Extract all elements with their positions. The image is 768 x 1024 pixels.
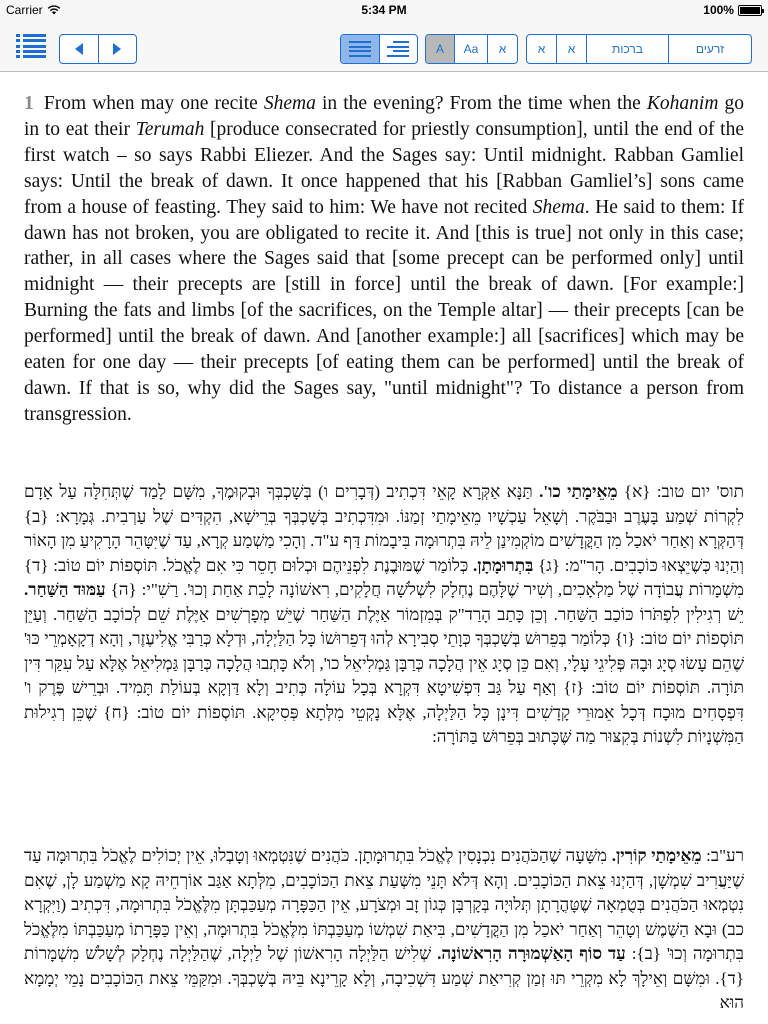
wifi-icon xyxy=(47,5,61,15)
prev-button[interactable] xyxy=(60,35,99,63)
toolbar xyxy=(0,20,768,72)
font-small-button[interactable]: A xyxy=(426,35,455,63)
carrier-label: Carrier xyxy=(6,3,43,17)
tab-brachot[interactable]: ברכות xyxy=(587,35,669,63)
table-of-contents-button[interactable] xyxy=(16,34,46,58)
font-segment xyxy=(425,34,518,64)
content-area[interactable] xyxy=(0,73,768,1024)
status-left xyxy=(6,3,206,17)
font-large-button[interactable]: Aa xyxy=(455,35,488,63)
tab-aleph-2[interactable]: א xyxy=(557,35,587,63)
status-right xyxy=(562,3,762,17)
tab-zeraim[interactable]: זרעים xyxy=(695,42,725,56)
align-indent-icon xyxy=(387,41,409,57)
layout-justified-button[interactable] xyxy=(341,35,380,63)
layout-indent-button[interactable] xyxy=(380,35,418,63)
mishnah-text: From when may one recite Shema in the evening? From the time when the Kohanim go in to eat their Terumah [produce consecrated for priestly consumption], until the end of the first watch – so says Rabbi Eliezer. And the Sages say: Until midnight. Rabban Gamliel says: Until the break of dawn. It once happened that his [Rabban Gamliel’s] sons came from a house of feasting. They said to him: We have not recited Shema. He said to them: If dawn has not broken, you are obligated to recite it. And [this is true] not only in this case; rather, in all cases where the Sages said that [some precept can be performed only] until midnight — their precepts are [still in force] until the break of dawn. [For example:] Burning the fats and limbs [of the sacrifices, on the Temple altar] — their precepts [can be performed] until the break of dawn. And [another example:] all [sacrifices] which may be eaten for one day — their precepts [of eating them can be performed] until the break of dawn. If that is so, why did the Sages say, "until midnight"? To distance a person from transgression. xyxy=(24,93,745,425)
layout-segment xyxy=(340,34,418,64)
align-justify-icon xyxy=(349,41,371,57)
battery-percent: 100% xyxy=(703,3,734,17)
battery-icon xyxy=(738,5,762,16)
bartenura-commentary: רע"ב: מֵאֵימָתַי קוֹרִין. מִשָּׁעָה שֶׁהַכֹּהֲנִים נִכְנָסִין לֶאֱכֹל בִּתְרוּמָתָן. כֹּהֲנִים שֶׁנִּטְמְאוּ וְטָבְלוּ, אֵין יְכוֹלִים לֶאֱכֹל בִּתְרוּמָה עַד שֶׁיַּעֲרִיב שִׁמְשָׁן, דְּהַיְנוּ צֵאת הַכּוֹכָבִים. וְהָא דְּלֹא תָּנֵי מִשְּׁעַת צֵאת הַכּוֹכָבִים, מִלְּתָא אַגַּב אוֹרְחֵיהּ קָא מַשְׁמַע לָן, שֶׁאִם נִטְמְאוּ הַכֹּהֲנִים בְּטֻמְאָה שֶׁטָּהֳרָתָן תְּלוּיָה בְּקָרְבָּן כְּגוֹן זָב וּמְצֹרָע, אֵין הַכַּפָּרָה מְעַכַּבְתָּן מִלֶּאֱכֹל בִּתְרוּמָה, דִּכְתִיב (וַיִּקְרָא כב) וּבָא הַשֶּׁמֶשׁ וְטָהֵר וְאַחַר יֹאכַל מִן הַקֳּדָשִׁים, בִּיאַת שִׁמְשׁוֹ מְעַכַּבְתּוֹ מִלֶּאֱכֹל בִּתְרוּמָה, וְאֵין כַּפָּרָתוֹ מְעַכַּבְתּוֹ מִלֶּאֱכֹל בִּתְרוּמָה וְכוּ' {ב}: עַד סוֹף הָאַשְׁמוּרָה הָרִאשׁוֹנָה. שְׁלִישׁ הַלַּיְלָה הָרִאשׁוֹן שֶׁל לַיְלָה, שֶׁהַלַּיְלָה נֶחְלָק לְשָׁלֹשׁ מִשְׁמָרוֹת {ד}. וּמִשָּׁם וְאֵילָךְ לָא מִקְרֵי תּוּ זְמַן קְרִיאַת שְׁמַע דִּשְׁכִיבָה, וְלָא קָרֵינָא בֵּיהּ בְּשָׁכְבְּךָ. וּמִקַּמֵּי צֵאת הַכּוֹכָבִים נָמֵי יְמָמָא הוּא xyxy=(24,846,745,1012)
tosafot-commentary: תוס' יום טוב: {א} מֵאֵימָתַי כו'. תַּנָּא אַקְּרָא קָאֵי דִּכְתִיב (דְּבָרִים ו) בְּשָׁכְבְּךָ וּבְקוּמֶךָ, מִשָּׁם לָמַד שֶׁתְּחִלָּה עַל אָדָם לִקְרוֹת שְׁמַע בָּעֶרֶב וּבַבֹּקֶר. וְשָׁאֵל עַכְשָׁיו מֵאֵימָתַי זְמַנּוֹ. וּמִדִּכְתִיב בְּשָׁכְבְּךָ בְּרֵישָׁא, הִקְדִּים שֶׁל עַרְבִית. גְּמָרָא: {ב} דְּהַקְּרָא וְאַחַר יֹאכַל מִן הַקֳּדָשִׁים מוֹקְמִינַן לֵיהּ בִּתְרוּמָה בִּיבָמוֹת דַּף ע"ד. וְהָכִי מַשְׁמַע קְרָא, עַד שֶׁיִּטָּהֵר הָרָקִיעַ מִן הָאוֹר וְהַיְנוּ כְּשֶׁיֵּצְאוּ כּוֹכָבִים. הָר"מ: {ג} בִּתְרוּמָתָן. כְּלוֹמַר שֶׁמּוּבֶנֶת לִפְנֵיהֶם וּכְלוּם חָסֵר כִּי אִם לֶאֱכֹל. תּוֹסְפוֹת יוֹם טוֹב: {ד} מִשְׁמָרוֹת עֲבוֹדָה שֶׁל מַלְאָכִים, וְשִׁיר שֶׁלָּהֶם נֶחְלָק לִשְׁלֹשָׁה חֲלָקִים, רִאשׁוֹנָה לָכֵת אַחַת וְכוּ'. רַשִׁ"י: {ה} עַמּוּד הַשַּׁחַר. יֵשׁ רְגִילִין לִפְתֹּרוֹ כּוֹכַב הַשַּׁחַר. וְכֵן כָּתַב הָרַד"ק בְּמִזְמוֹר אַיֶּלֶת הַשַּׁחַר שֶׁיֵּשׁ מְפָרְשִׁים אַיֶּלֶת שֵׁם לְכוֹכָב הַשַּׁחַר. וְעַיֵּן תּוֹסְפוֹת יוֹם טוֹב: {ו} כְּלוֹמַר בְּפֵרוּשׁ בְּשָׁכְבְּךָ כְּוָתֵי סְבִירָא לְהוּ דְּפֵרוּשׁוֹ כָּל הַלַּיְלָה, וּדְלָא כְּרַבִּי אֱלִיעֶזֶר, וְהָא דְקָאָמְרֵי כּוּ' שֶׁהֵם עָשׂוּ סְיָג וּבָהּ פְּלִיגֵי עָלָי, וְאִם כֵּן סְיָג אֵין הֲלָכָה כְּרַבָּן גַּמְלִיאֵל כו', וְלֹא כָּתְבוּ הֲלָכָה כְּרַבָּן גַּמְלִיאֵל אֶלָּא עַל עִקַּר דִּין תּוֹרָה. תּוֹסְפוֹת יוֹם טוֹב: {ז} וְאַף עַל גַּב דִּפְשִׁיטָא דִּקְרָא בְּכָל עוֹלָה כְּתִיב וְלָא דַּוְקָא בְּעוֹלַת תָּמִיד. וּבְרֵישׁ פֶּרֶק ו' דִּפְסָחִים מוּכָח דְּכָל אֵמוּרֵי קָדָשִׁים דִּינָן כָּל הַלַּיְלָה, אֶלָּא נָקְטֵי מִלְּתָא פְּסִיקָא. תּוֹסְפוֹת יוֹם טוֹב: {ח} שֶׁכֵּן רְגִילוּת הַמִּשְׁנָיוֹת לִשְׁנוֹת בְּקִצּוּר מַה שֶּׁכָּתוּב בְּפֵרוּשׁ בַּתּוֹרָה: xyxy=(24,482,745,746)
next-button[interactable] xyxy=(99,35,137,63)
font-hebrew-button[interactable]: א xyxy=(498,42,507,56)
nav-segment xyxy=(59,34,137,64)
tab-aleph-1[interactable]: א xyxy=(527,35,557,63)
chevron-left-icon xyxy=(75,43,83,55)
mishnah-number: 1 xyxy=(24,93,34,114)
clock: 5:34 PM xyxy=(361,3,407,17)
battery-fill xyxy=(740,7,760,14)
text-tabs-segment xyxy=(526,34,752,64)
chevron-right-icon xyxy=(113,43,121,55)
mishnah-english xyxy=(24,91,744,428)
status-bar xyxy=(0,0,768,20)
